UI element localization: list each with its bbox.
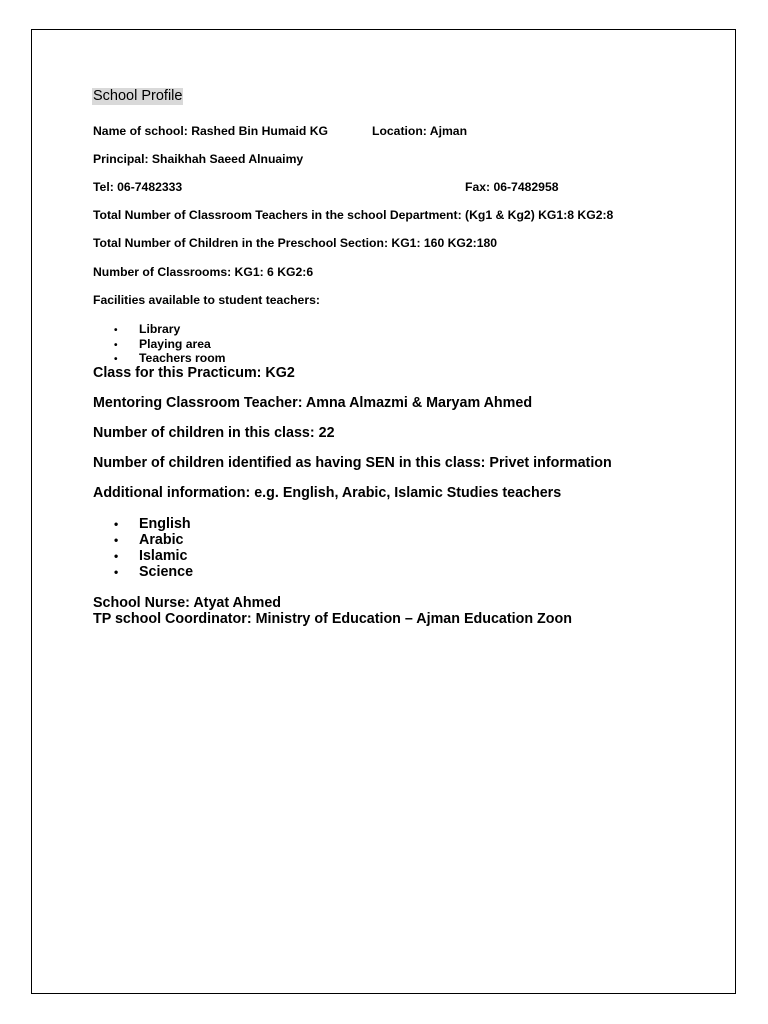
bullet-icon: •: [114, 354, 118, 365]
subject-label: Islamic: [139, 548, 188, 564]
practicum-class: Class for this Practicum: KG2: [93, 365, 295, 381]
bullet-icon: •: [114, 517, 119, 531]
principal: Principal: Shaikhah Saeed Alnuaimy: [93, 152, 304, 166]
subject-label: English: [139, 516, 191, 532]
facility-item: [114, 323, 180, 336]
bullet-icon: •: [114, 533, 119, 547]
facility-item: [114, 338, 211, 351]
tp-school-coordinator: TP school Coordinator: Ministry of Education – Ajman Education Zoon: [93, 611, 572, 627]
bullet-icon: •: [114, 549, 119, 563]
telephone: Tel: 06-7482333: [93, 180, 183, 194]
subject-item: [114, 549, 187, 563]
children-in-class: Number of children in this class: 22: [93, 425, 335, 441]
school-nurse: School Nurse: Atyat Ahmed: [93, 595, 282, 611]
total-classroom-teachers: Total Number of Classroom Teachers in the school Department: (Kg1 & Kg2) KG1:8 KG2:8: [93, 208, 614, 222]
subject-label: Arabic: [139, 532, 184, 548]
facility-item: [114, 352, 225, 365]
total-children: Total Number of Children in the Preschool Section: KG1: 160 KG2:180: [93, 236, 498, 250]
facility-label: Library: [139, 322, 181, 336]
subject-item: [114, 533, 184, 547]
subject-label: Science: [139, 564, 194, 580]
school-location: Location: Ajman: [372, 124, 468, 138]
subject-item: [114, 565, 193, 579]
subject-item: [114, 517, 191, 531]
additional-information: Additional information: e.g. English, Arabic, Islamic Studies teachers: [93, 485, 562, 501]
fax: Fax: 06-7482958: [465, 180, 559, 194]
facilities-heading: Facilities available to student teachers:: [93, 293, 320, 307]
bullet-icon: •: [114, 340, 118, 351]
facility-label: Playing area: [139, 337, 211, 351]
document-page: [31, 29, 736, 994]
bullet-icon: •: [114, 325, 118, 336]
page-title: School Profile: [93, 88, 183, 104]
bullet-icon: •: [114, 565, 119, 579]
facility-label: Teachers room: [139, 351, 226, 365]
number-of-classrooms: Number of Classrooms: KG1: 6 KG2:6: [93, 265, 314, 279]
school-name: Name of school: Rashed Bin Humaid KG: [93, 124, 328, 138]
sen-children: Number of children identified as having SEN in this class: Privet information: [93, 455, 612, 471]
mentoring-teacher: Mentoring Classroom Teacher: Amna Almazmi & Maryam Ahmed: [93, 395, 533, 411]
